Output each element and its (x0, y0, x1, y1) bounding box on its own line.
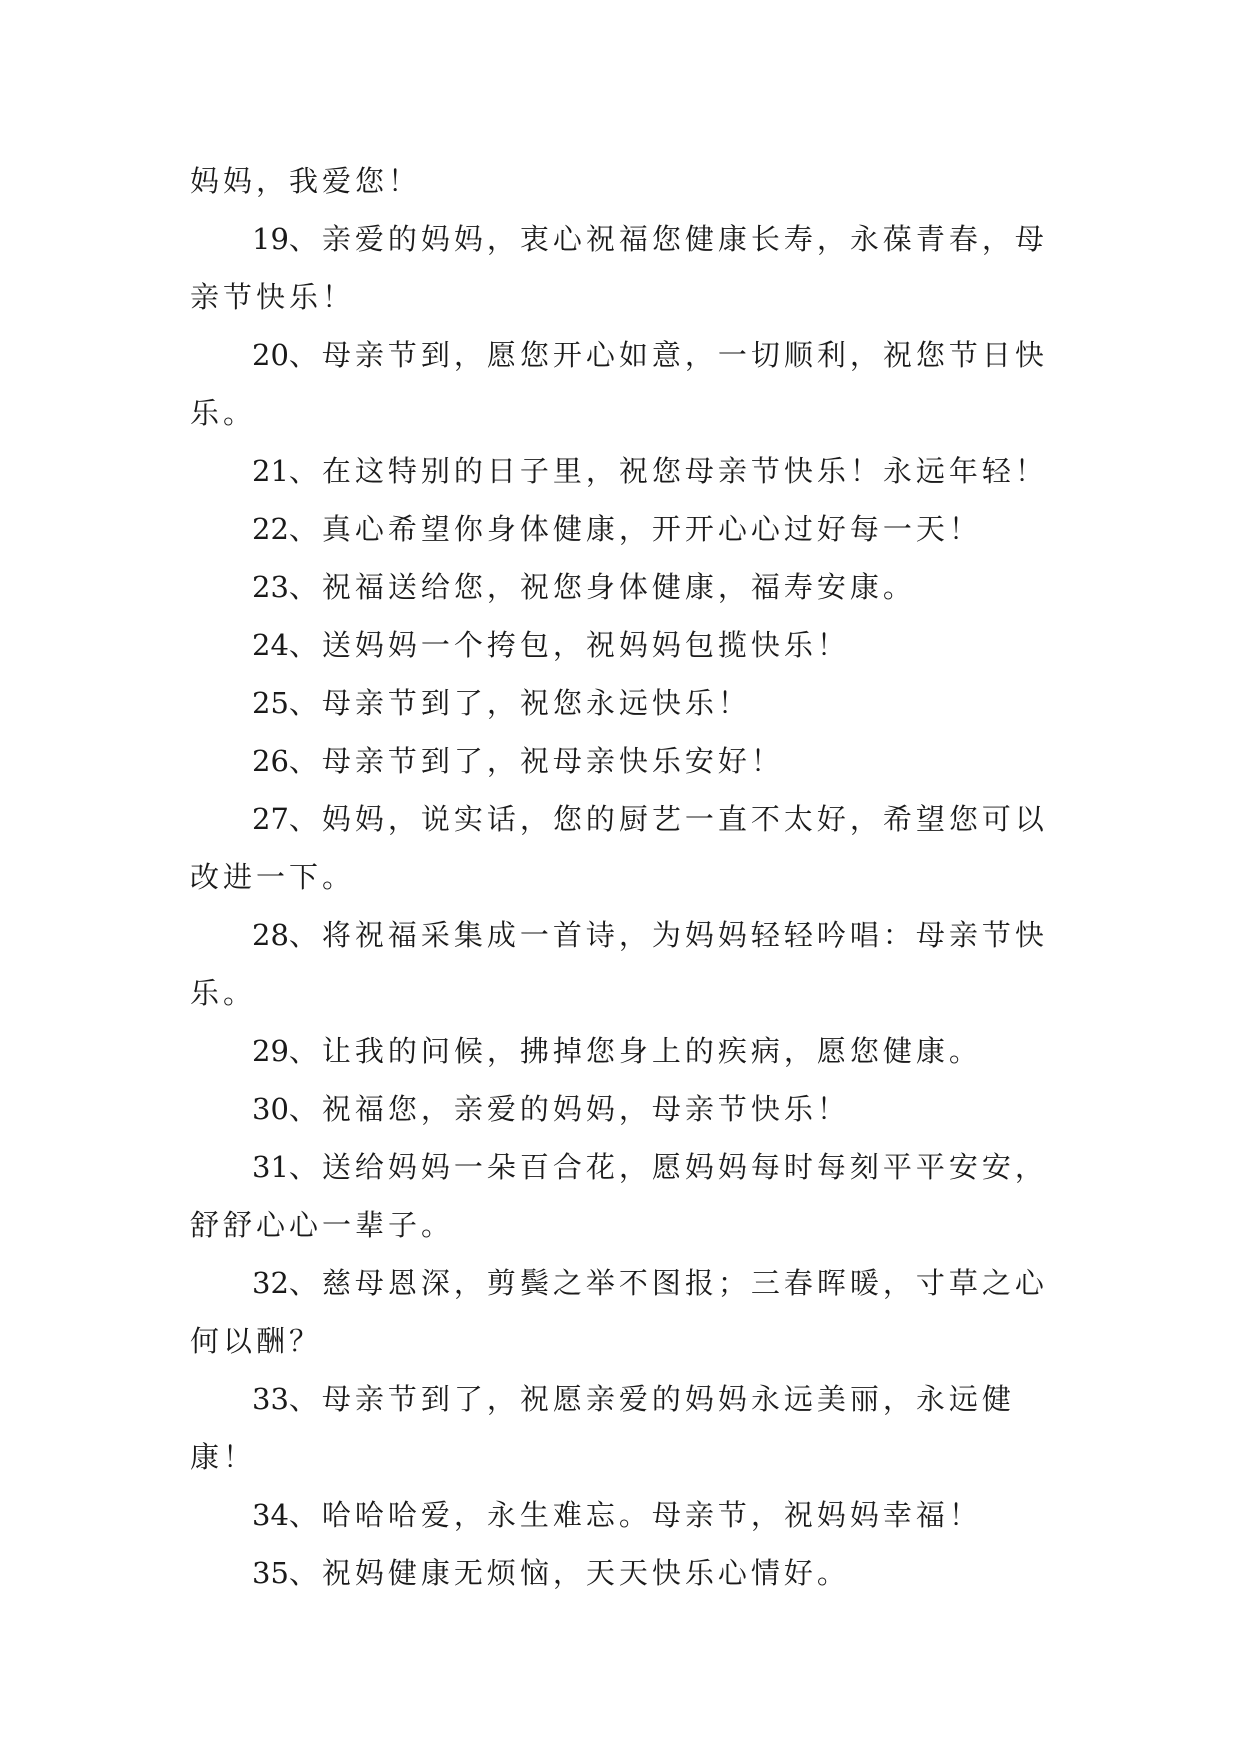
list-item-32 (190, 1254, 1070, 1370)
list-item-21 (190, 442, 1070, 500)
item-number: 24 (252, 628, 289, 662)
item-text: 、送妈妈一个挎包，祝妈妈包揽快乐！ (288, 628, 850, 662)
paragraph-text: 妈妈，我爱您！ (190, 164, 422, 198)
list-item-24 (190, 616, 1070, 674)
list-item-33 (190, 1370, 1070, 1486)
item-text: 、慈母恩深，剪鬓之举不图报；三春晖暖，寸草之心何以酬？ (190, 1266, 1048, 1358)
list-item-31 (190, 1138, 1070, 1254)
item-number: 23 (252, 570, 289, 604)
item-text: 、祝妈健康无烦恼，天天快乐心情好。 (288, 1556, 850, 1590)
item-text: 、哈哈哈爱，永生难忘。母亲节，祝妈妈幸福！ (288, 1498, 982, 1532)
list-item-35 (190, 1544, 1070, 1602)
item-text: 、祝福送给您，祝您身体健康，福寿安康。 (288, 570, 916, 604)
item-number: 30 (252, 1092, 289, 1126)
item-number: 20 (252, 338, 289, 372)
item-text: 、母亲节到，愿您开心如意，一切顺利，祝您节日快乐。 (190, 338, 1048, 430)
list-item-29 (190, 1022, 1070, 1080)
item-number: 21 (252, 454, 289, 488)
list-item-26 (190, 732, 1070, 790)
item-number: 31 (252, 1150, 289, 1184)
item-text: 、让我的问候，拂掉您身上的疾病，愿您健康。 (288, 1034, 982, 1068)
item-number: 33 (252, 1382, 289, 1416)
list-item-19 (190, 210, 1070, 326)
item-number: 28 (252, 918, 289, 952)
list-item-25 (190, 674, 1070, 732)
item-number: 35 (252, 1556, 289, 1590)
paragraph-continued (190, 152, 1070, 210)
list-item-27 (190, 790, 1070, 906)
item-text: 、真心希望你身体健康，开开心心过好每一天！ (288, 512, 982, 546)
item-number: 22 (252, 512, 289, 546)
list-item-23 (190, 558, 1070, 616)
list-item-30 (190, 1080, 1070, 1138)
list-item-34 (190, 1486, 1070, 1544)
item-text: 、母亲节到了，祝愿亲爱的妈妈永远美丽，永远健康！ (190, 1382, 1015, 1474)
item-number: 19 (252, 222, 289, 256)
item-number: 26 (252, 744, 289, 778)
item-text: 、母亲节到了，祝您永远快乐！ (288, 686, 751, 720)
list-item-20 (190, 326, 1070, 442)
item-text: 、送给妈妈一朵百合花，愿妈妈每时每刻平平安安，舒舒心心一辈子。 (190, 1150, 1048, 1242)
list-item-28 (190, 906, 1070, 1022)
item-text: 、在这特别的日子里，祝您母亲节快乐！永远年轻！ (288, 454, 1048, 488)
list-item-22 (190, 500, 1070, 558)
item-text: 、亲爱的妈妈，衷心祝福您健康长寿，永葆青春，母亲节快乐！ (190, 222, 1048, 314)
item-text: 、妈妈，说实话，您的厨艺一直不太好，希望您可以改进一下。 (190, 802, 1048, 894)
document-body (190, 152, 1070, 1602)
item-text: 、将祝福采集成一首诗，为妈妈轻轻吟唱：母亲节快乐。 (190, 918, 1048, 1010)
item-text: 、祝福您，亲爱的妈妈，母亲节快乐！ (288, 1092, 850, 1126)
item-number: 34 (252, 1498, 289, 1532)
item-number: 32 (252, 1266, 289, 1300)
item-number: 27 (252, 802, 289, 836)
item-number: 29 (252, 1034, 289, 1068)
item-text: 、母亲节到了，祝母亲快乐安好！ (288, 744, 784, 778)
item-number: 25 (252, 686, 289, 720)
